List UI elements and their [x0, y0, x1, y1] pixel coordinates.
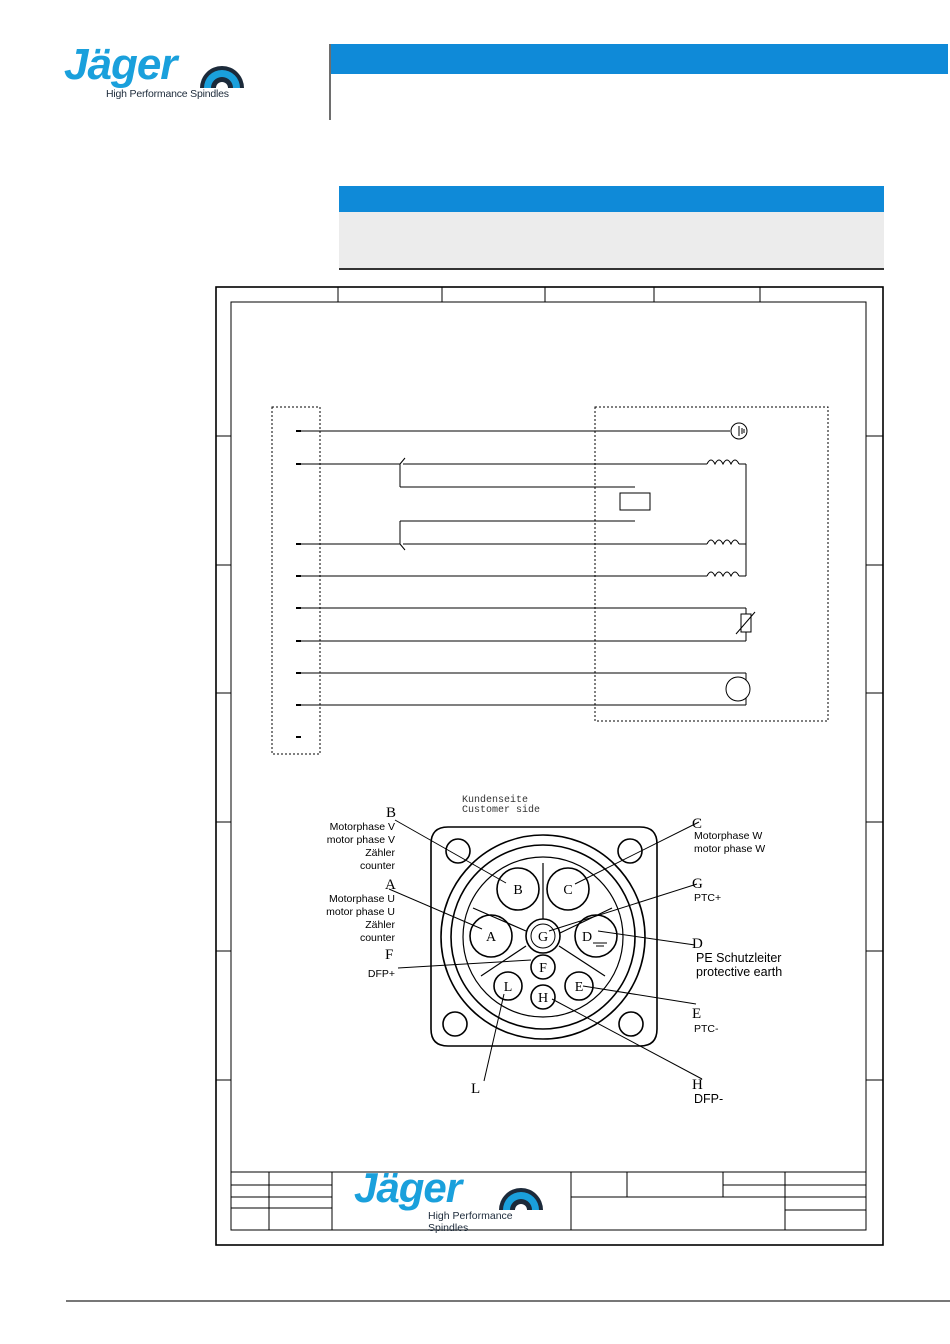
label-c-letter: C: [692, 816, 703, 832]
label-b-4: counter: [359, 860, 395, 872]
label-b-1: Motorphase V: [329, 821, 395, 833]
label-g-letter: G: [692, 876, 703, 892]
label-c-2: motor phase W: [694, 843, 766, 855]
schematic: [272, 407, 828, 754]
label-e-letter: E: [692, 1006, 702, 1022]
label-a-letter: A: [385, 877, 396, 893]
label-f-1: DFP+: [367, 968, 395, 980]
brand-dome-icon: [198, 60, 246, 90]
title-block-dome-icon: [497, 1182, 545, 1212]
label-h-letter: H: [692, 1077, 703, 1093]
title-block-logo: [352, 1164, 552, 1234]
zone-ticks: [216, 287, 883, 1080]
wiring-drawing: [215, 286, 885, 1248]
label-e-1: PTC-: [694, 1023, 719, 1035]
pin-g-face: G: [537, 930, 549, 945]
label-g-1: PTC+: [694, 892, 722, 904]
motor-dashed-box: [595, 407, 828, 721]
label-d-letter: D: [692, 936, 703, 952]
pin-b-face: B: [513, 883, 523, 898]
label-h-1: DFP-: [694, 1092, 724, 1106]
section-box: [339, 186, 884, 270]
pin-e-face: E: [574, 980, 584, 995]
brand-tagline: High Performance Spindles: [106, 88, 229, 100]
title-block-brand: Jäger: [354, 1164, 462, 1211]
label-a-4: counter: [359, 932, 395, 944]
dfp-sensor: [726, 677, 750, 701]
pin-c-face: C: [563, 883, 573, 898]
label-a-3: Zähler: [365, 919, 395, 931]
label-b-letter: B: [386, 805, 397, 821]
section-box-bar: [339, 186, 884, 212]
label-c-1: Motorphase W: [694, 830, 763, 842]
pin-d-face: D: [581, 930, 593, 945]
counter-element: [620, 493, 650, 510]
label-a-2: motor phase U: [326, 906, 395, 918]
customer-side-de: Kundenseite: [462, 795, 529, 806]
brand-name: Jäger: [64, 40, 177, 89]
label-b-2: motor phase V: [326, 834, 395, 846]
connector-dashed-box: [272, 407, 320, 754]
title-block-tagline: High Performance Spindles: [428, 1210, 513, 1234]
label-f-letter: F: [385, 947, 394, 963]
label-a-1: Motorphase U: [329, 893, 395, 905]
pin-f-face: F: [539, 961, 547, 976]
header-bar: [331, 44, 948, 74]
pin-h-face: H: [537, 991, 549, 1006]
pin-a-face: A: [485, 930, 497, 945]
footer-divider: [66, 1300, 950, 1302]
inner-frame: [231, 302, 866, 1230]
label-b-3: Zähler: [365, 847, 395, 859]
brand-logo: [62, 40, 252, 106]
customer-side-en: Customer side: [462, 805, 541, 816]
label-d-2: protective earth: [696, 965, 783, 979]
pin-l-face: L: [503, 980, 513, 995]
label-l-letter: L: [471, 1081, 481, 1097]
label-d-1: PE Schutzleiter: [696, 951, 782, 965]
